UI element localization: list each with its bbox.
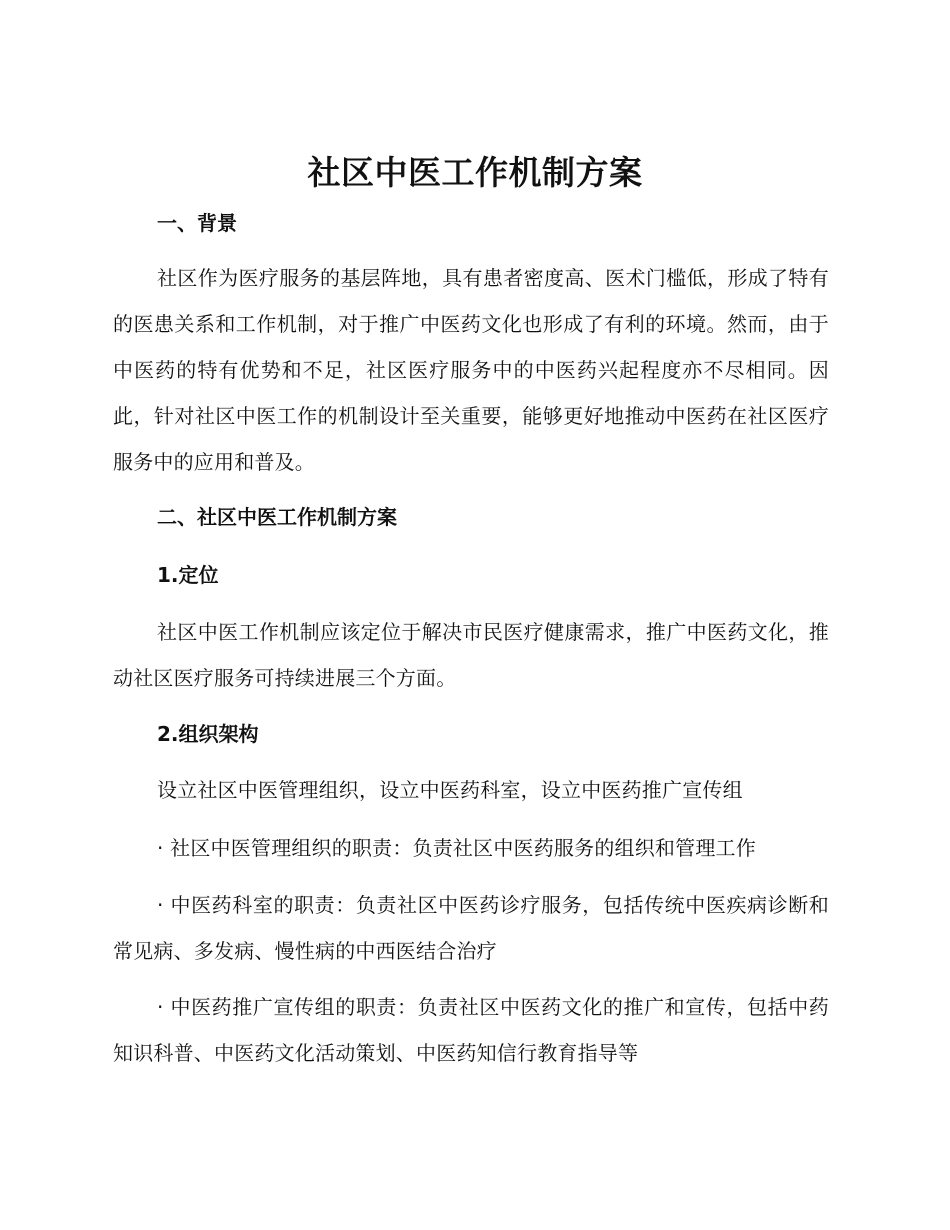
section-heading-plan: 二、社区中医工作机制方案 bbox=[157, 505, 397, 529]
positioning-paragraph: 社区中医工作机制应该定位于解决市民医疗健康需求，推广中医药文化，推动社区医疗服务可持续进展三个方面。 bbox=[113, 620, 829, 690]
document-title: 社区中医工作机制方案 bbox=[307, 153, 643, 192]
list-item-promotion-duties: · 中医药推广宣传组的职责：负责社区中医药文化的推广和宣传，包括中药知识科普、中医药文化活动策划、中医药知信行教育指导等 bbox=[113, 995, 829, 1065]
background-paragraph: 社区作为医疗服务的基层阵地，具有患者密度高、医术门槛低，形成了特有的医患关系和工作机制，对于推广中医药文化也形成了有利的环境。然而，由于中医药的特有优势和不足，社区医疗服务中的中医药兴起程度亦不尽相同。因此，针对社区中医工作的机制设计至关重要，能够更好地推动中医药在社区医疗服务中的应用和普及。 bbox=[113, 266, 829, 474]
list-item-department-duties: · 中医药科室的职责：负责社区中医药诊疗服务，包括传统中医疾病诊断和常见病、多发病、慢性病的中西医结合治疗 bbox=[113, 893, 829, 963]
subheading-positioning: 1.定位 bbox=[157, 563, 219, 587]
organization-intro-paragraph: 设立社区中医管理组织，设立中医药科室，设立中医药推广宣传组 bbox=[157, 778, 743, 802]
list-item-management-duties: · 社区中医管理组织的职责：负责社区中医药服务的组织和管理工作 bbox=[157, 836, 756, 860]
section-heading-background: 一、背景 bbox=[157, 211, 237, 235]
subheading-organization: 2.组织架构 bbox=[157, 722, 259, 746]
